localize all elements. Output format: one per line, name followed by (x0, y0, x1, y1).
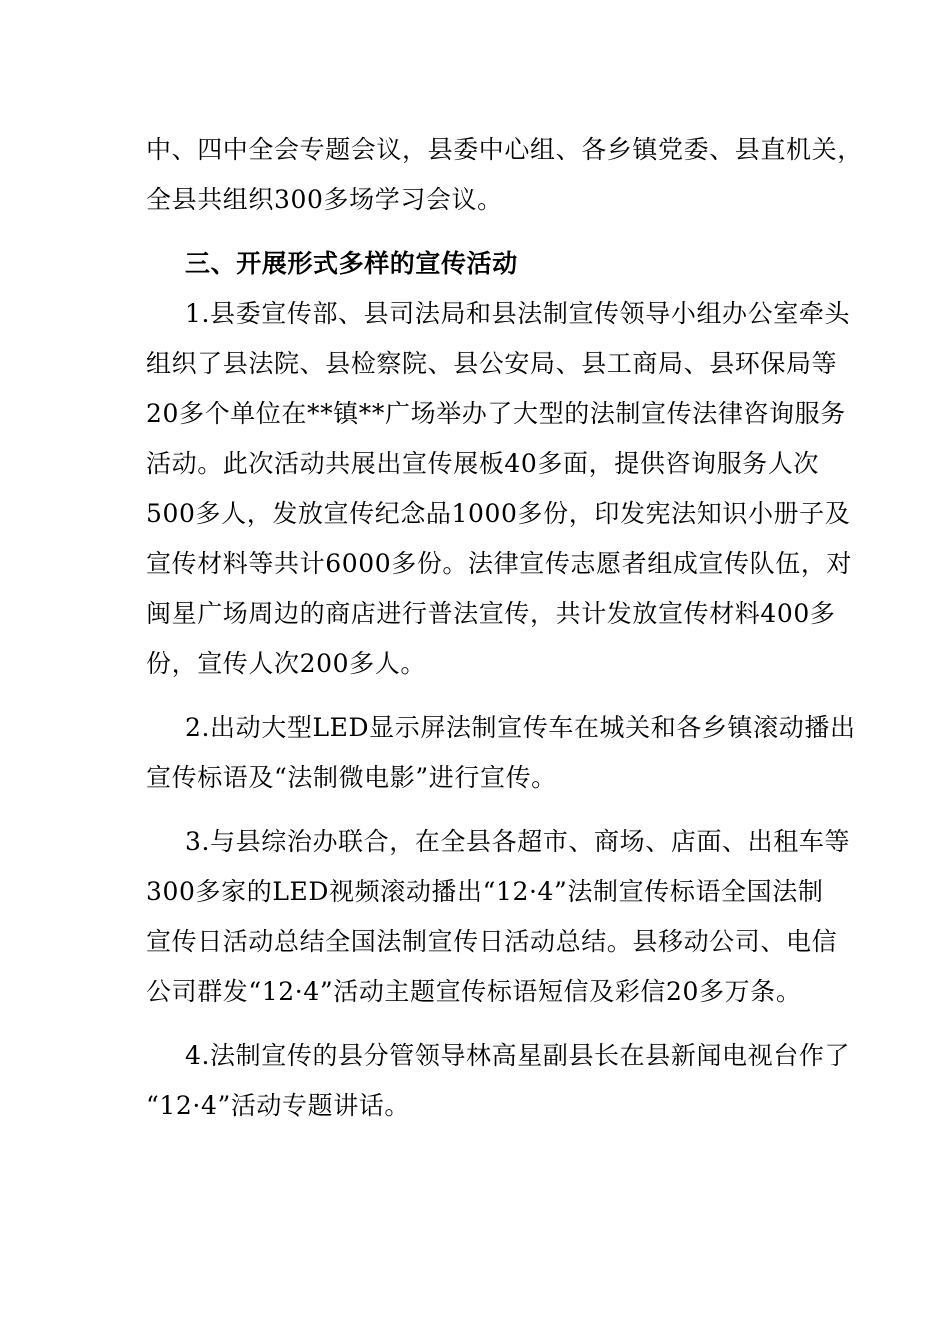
paragraph-line: 份，宣传人次200多人。 (146, 649, 426, 678)
paragraph-line: 公司群发“12·4”活动主题宣传标语短信及彩信20多万条。 (146, 977, 802, 1006)
paragraph-line: 活动。此次活动共展出宣传展板40多面，提供咨询服务人次 (146, 449, 820, 478)
paragraph-line: 全县共组织300多场学习会议。 (146, 185, 503, 214)
paragraph-line: 闽星广场周边的商店进行普法宣传，共计发放宣传材料400多 (146, 599, 836, 628)
paragraph-line: 组织了县法院、县检察院、县公安局、县工商局、县环保局等 (146, 349, 838, 378)
paragraph-line: 4.法制宣传的县分管领导林高星副县长在县新闻电视台作了 (185, 1041, 851, 1070)
paragraph-line: 500多人，发放宣传纪念品1000多份，印发宪法知识小册子及 (146, 499, 851, 528)
section-heading: 三、开展形式多样的宣传活动 (185, 249, 518, 278)
paragraph-line: 宣传标语及“法制微电影”进行宣传。 (146, 763, 557, 792)
paragraph-line: 宣传日活动总结全国法制宣传日活动总结。县移动公司、电信 (146, 927, 838, 956)
paragraph-line: 2.出动大型LED显示屏法制宣传车在城关和各乡镇滚动播出 (185, 713, 856, 742)
paragraph-line: 300多家的LED视频滚动播出“12·4”法制宣传标语全国法制 (146, 877, 824, 906)
paragraph-line: 宣传材料等共计6000多份。法律宣传志愿者组成宣传队伍，对 (146, 549, 853, 578)
paragraph-line: 1.县委宣传部、县司法局和县法制宣传领导小组办公室牵头 (185, 299, 851, 328)
paragraph-line: “12·4”活动专题讲话。 (146, 1091, 411, 1120)
paragraph-line: 中、四中全会专题会议，县委中心组、各乡镇党委、县直机关， (146, 135, 863, 164)
paragraph-line: 3.与县综治办联合，在全县各超市、商场、店面、出租车等 (185, 827, 851, 856)
paragraph-line: 20多个单位在**镇**广场举办了大型的法制宣传法律咨询服务 (146, 399, 846, 428)
